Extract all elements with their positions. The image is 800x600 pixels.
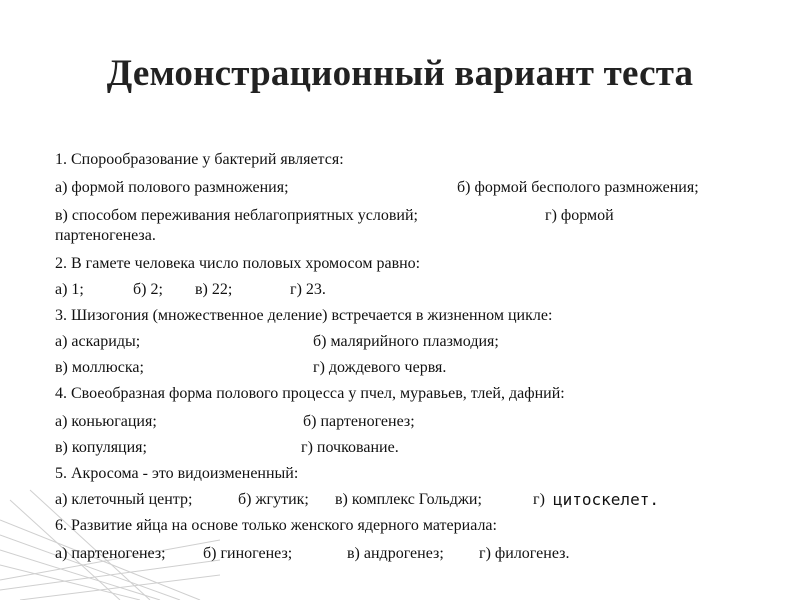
answer-option: г) формой	[545, 207, 614, 224]
answer-option: б) гиногенез;	[203, 545, 293, 562]
answer-option: в) копуляция;	[55, 439, 147, 456]
slide-title: Демонстрационный вариант теста	[106, 53, 694, 94]
answer-option: в) комплекс Гольджи;	[335, 491, 482, 508]
answer-option: г) 23.	[290, 281, 326, 298]
answer-option: г) филогенез.	[479, 545, 570, 562]
answer-option: в) способом переживания неблагоприятных условий;	[55, 207, 418, 224]
answer-option: б) формой бесполого размножения;	[457, 179, 699, 196]
answer-option: б) малярийного плазмодия;	[313, 333, 499, 350]
question-2: 2. В гамете человека число половых хромосом равно:	[55, 255, 421, 272]
answer-option: а) аскариды;	[55, 333, 141, 350]
question-4: 4. Своеобразная форма полового процесса у пчел, муравьев, тлей, дафний:	[55, 385, 565, 402]
question-5: 5. Акросома - это видоизмененный:	[55, 465, 299, 482]
answer-option: б) партеногенез;	[303, 413, 415, 430]
answer-line: партеногенеза.	[55, 227, 156, 244]
question-3: 3. Шизогония (множественное деление) встречается в жизненном цикле:	[55, 307, 553, 324]
answer-option: а) партеногенез;	[55, 545, 166, 562]
answer-option: в) 22;	[195, 281, 233, 298]
question-6: 6. Развитие яйца на основе только женского ядерного материала:	[55, 517, 497, 534]
answer-option: а) 1;	[55, 281, 84, 298]
answer-option: б) 2;	[133, 281, 163, 298]
answer-option: г)	[533, 491, 545, 508]
answer-option: г) почкование.	[301, 439, 399, 456]
answer-option: а) коньюгация;	[55, 413, 157, 430]
answer-option: в) моллюска;	[55, 359, 144, 376]
answer-option: г) дождевого червя.	[313, 359, 447, 376]
answer-option: б) жгутик;	[238, 491, 309, 508]
answer-option: в) андрогенез;	[347, 545, 444, 562]
answer-option: цитоскелет.	[553, 490, 659, 509]
question-1: 1. Спорообразование у бактерий является:	[55, 151, 344, 168]
answer-option: а) формой полового размножения;	[55, 179, 289, 196]
answer-option: а) клеточный центр;	[55, 491, 193, 508]
